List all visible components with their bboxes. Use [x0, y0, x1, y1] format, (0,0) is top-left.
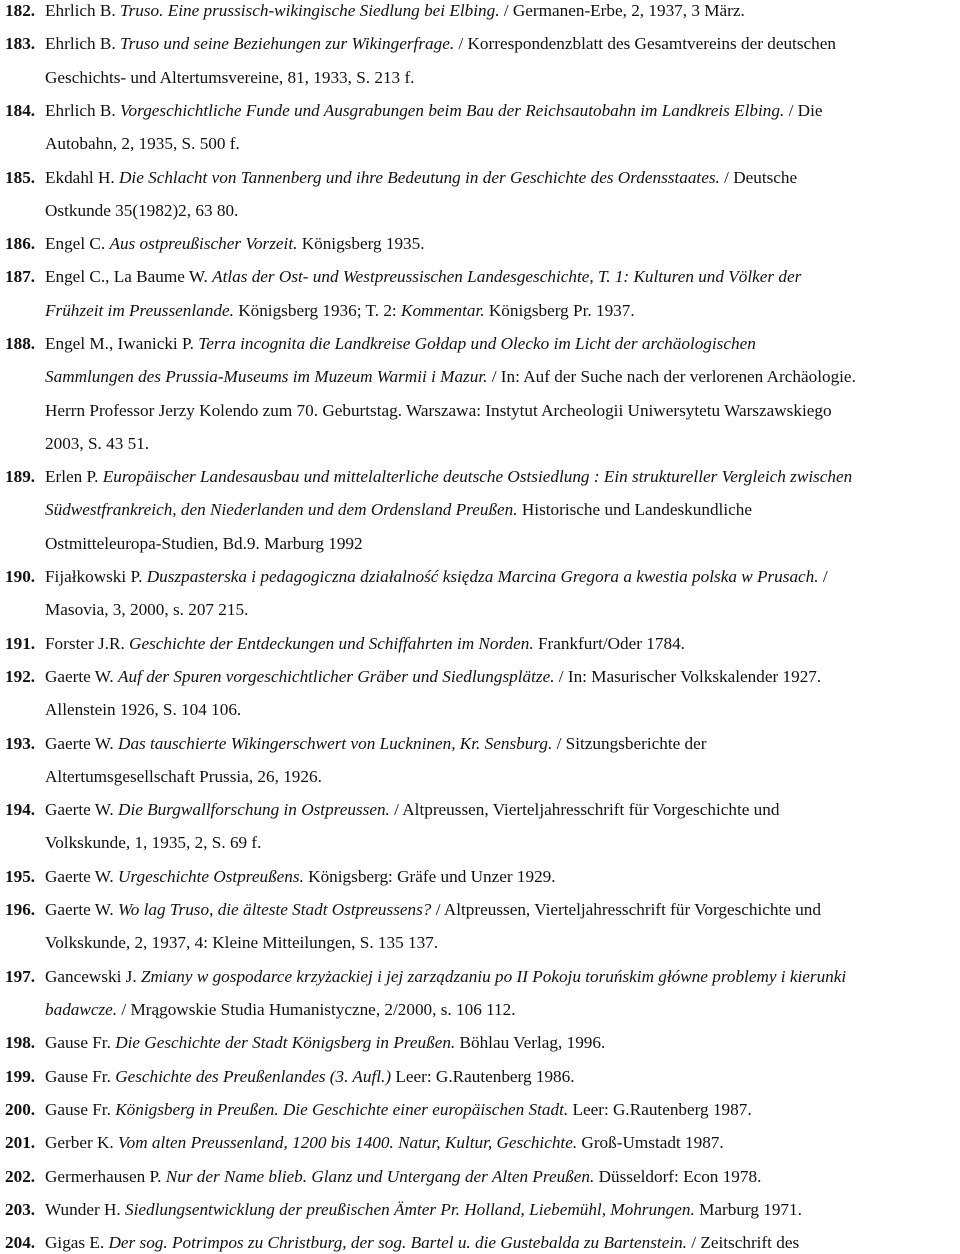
- entry-text: / Mrągowskie Studia Humanistyczne, 2/2000, s. 106 112.: [117, 999, 516, 1019]
- entry-number: 195.: [5, 866, 36, 886]
- entry-text: Leer: G.Rautenberg 1987.: [568, 1099, 752, 1119]
- entry-text: / Die: [784, 100, 823, 120]
- entry-number: 203.: [5, 1199, 36, 1219]
- entry-title-text: Zmiany w gospodarce krzyżackiej i jej zarządzaniu po II Pokoju toruńskim główne problemy i kierunki: [140, 966, 847, 986]
- entry-text: 2003, S. 43 51.: [45, 433, 150, 453]
- entry-number: 194.: [5, 800, 36, 820]
- entry-text: Ostmitteleuropa-Studien, Bd.9. Marburg 1992: [45, 533, 363, 553]
- entry-text: Groß-Umstadt 1987.: [577, 1133, 724, 1153]
- entry-line: [45, 1099, 752, 1121]
- entry-text: Ehrlich B.: [45, 100, 120, 120]
- entry-number: 202.: [5, 1166, 36, 1186]
- entry-text: Gaerte W.: [45, 900, 119, 920]
- entry-line: [45, 999, 516, 1021]
- entry-title-text: Auf der Spuren vorgeschichtlicher Gräber und Siedlungsplätze.: [118, 667, 555, 686]
- entry-text: Ehrlich B.: [45, 1, 120, 20]
- entry-title-text: Die Geschichte der Stadt Königsberg in Preußen.: [115, 1033, 456, 1053]
- entry-text: Königsberg Pr. 1937.: [484, 300, 635, 320]
- entry-text: Gaerte W.: [45, 800, 119, 820]
- entry-title-text: Aus ostpreußischer Vorzeit.: [109, 234, 298, 254]
- entry-text: Volkskunde, 2, 1937, 4: Kleine Mitteilungen, S. 135 137.: [45, 933, 439, 953]
- entry-text: / In: Auf der Suche nach der verlorenen Archäologie.: [487, 367, 856, 387]
- entry-line: [45, 932, 438, 954]
- entry-text: Gause Fr.: [45, 1066, 116, 1086]
- entry-text: / Altpreussen, Vierteljahresschrift für Vorgeschichte und: [431, 900, 821, 920]
- entry-number: 182.: [5, 1, 36, 20]
- entry-title-text: Vorgeschichtliche Funde und Ausgrabungen beim Bau der Reichsautobahn im Landkreis Elbing.: [119, 100, 785, 120]
- entry-text: Masovia, 3, 2000, s. 207 215.: [45, 600, 249, 620]
- entry-text: / Altpreussen, Vierteljahresschrift für Vorgeschichte und: [389, 800, 780, 820]
- entry-text: Herrn Professor Jerzy Kolendo zum 70. Geburtstag. Warszawa: Instytut Archeologii Uniwersytetu Warszawskiego: [45, 400, 832, 420]
- entry-line: [45, 699, 241, 721]
- entry-title-text: Europäischer Landesausbau und mittelalterliche deutsche Ostsiedlung : Ein struktureller Vergleich zwischen: [102, 467, 853, 487]
- entry-text: /: [818, 567, 828, 587]
- entry-line: [45, 866, 556, 888]
- entry-text: / Deutsche: [719, 167, 798, 187]
- entry-title-text: Die Burgwallforschung in Ostpreussen.: [118, 800, 390, 820]
- entry-text: / In: Masurischer Volkskalender 1927.: [554, 667, 822, 686]
- entry-title-text: Kommentar.: [401, 300, 485, 320]
- entry-line: [45, 832, 261, 854]
- entry-title-text: Siedlungsentwicklung der preußischen Ämter Pr. Holland, Liebemühl, Mohrungen.: [124, 1199, 695, 1219]
- entry-text: Königsberg 1935.: [297, 234, 425, 254]
- entry-line: [45, 100, 822, 122]
- entry-number: 186.: [5, 234, 36, 254]
- entry-text: Gaerte W.: [45, 866, 119, 886]
- entry-line: [45, 1199, 802, 1221]
- entry-line: [45, 533, 363, 555]
- entry-text: Marburg 1971.: [694, 1199, 802, 1219]
- entry-text: Düsseldorf: Econ 1978.: [594, 1166, 762, 1186]
- entry-number: 188.: [5, 334, 36, 353]
- entry-title-text: Geschichte der Entdeckungen und Schiffahrten im Norden.: [129, 633, 534, 653]
- entry-text: Fijałkowski P.: [45, 567, 147, 587]
- entry-title-text: Terra incognita die Landkreise Gołdap und Olecko im Licht der archäologischen: [198, 334, 756, 353]
- entry-number: 199.: [5, 1066, 36, 1086]
- entry-number: 185.: [5, 167, 36, 187]
- entry-text: Allenstein 1926, S. 104 106.: [45, 700, 242, 720]
- entry-number: 200.: [5, 1099, 36, 1119]
- entry-line: [45, 266, 801, 288]
- entry-line: [45, 300, 635, 322]
- entry-text: / Zeitschrift des: [686, 1233, 800, 1253]
- entry-text: Wunder H.: [45, 1199, 125, 1219]
- entry-number: 187.: [5, 267, 36, 287]
- entry-text: / Korrespondenzblatt des Gesamtvereins der deutschen: [454, 34, 836, 54]
- entry-number: 196.: [5, 900, 36, 920]
- entry-line: [45, 1066, 575, 1088]
- entry-title-text: Sammlungen des Prussia-Museums im Muzeum Warmii i Mazur.: [45, 367, 488, 387]
- entry-text: / Germanen-Erbe, 2, 1937, 3 März.: [499, 1, 745, 20]
- entry-text: Gancewski J.: [45, 966, 141, 986]
- entry-text: Volkskunde, 1, 1935, 2, S. 69 f.: [45, 833, 262, 853]
- entry-line: [45, 633, 685, 655]
- entry-text: Gaerte W.: [45, 733, 119, 753]
- entry-title-text: Urgeschichte Ostpreußens.: [118, 866, 304, 886]
- entry-number: 204.: [5, 1233, 36, 1253]
- entry-text: Engel M., Iwanicki P.: [45, 334, 199, 353]
- entry-line: [45, 766, 322, 788]
- entry-text: Frankfurt/Oder 1784.: [533, 633, 685, 653]
- entry-line: [45, 899, 821, 921]
- entry-line: [45, 33, 836, 55]
- entry-text: Altertumsgesellschaft Prussia, 26, 1926.: [45, 766, 322, 786]
- entry-number: 198.: [5, 1033, 36, 1053]
- entry-line: [45, 666, 821, 688]
- entry-title-text: Geschichte des Preußenlandes (3. Aufl.): [115, 1066, 392, 1086]
- entry-line: [45, 799, 779, 821]
- entry-number: 190.: [5, 567, 36, 587]
- entry-text: Königsberg: Gräfe und Unzer 1929.: [303, 866, 556, 886]
- entry-title-text: badawcze.: [45, 999, 118, 1019]
- entry-title-text: Die Schlacht von Tannenberg und ihre Bedeutung in der Geschichte des Ordensstaates.: [119, 167, 720, 187]
- entry-number: 189.: [5, 467, 36, 487]
- entry-title-text: Truso und seine Beziehungen zur Wikingerfrage.: [119, 34, 455, 54]
- entry-number: 193.: [5, 733, 36, 753]
- entry-line: [45, 433, 149, 455]
- entry-title-text: Königsberg in Preußen. Die Geschichte einer europäischen Stadt.: [115, 1099, 569, 1119]
- entry-line: [45, 1166, 761, 1188]
- entry-line: [45, 400, 832, 422]
- entry-title-text: Vom alten Preussenland, 1200 bis 1400. Natur, Kultur, Geschichte.: [118, 1133, 578, 1153]
- entry-text: Germerhausen P.: [45, 1166, 166, 1186]
- entry-line: [45, 1232, 799, 1254]
- entry-text: Historische und Landeskundliche: [517, 500, 752, 520]
- entry-line: [45, 1032, 605, 1054]
- entry-line: [45, 599, 248, 621]
- entry-number: 191.: [5, 633, 36, 653]
- entry-text: Gigas E.: [45, 1233, 109, 1253]
- entry-title-text: Wo lag Truso, die älteste Stadt Ostpreussens?: [118, 900, 432, 920]
- entry-line: [45, 133, 240, 155]
- entry-line: [45, 0, 745, 22]
- entry-line: [45, 333, 756, 355]
- entry-title-text: Das tauschierte Wikingerschwert von Luckninen, Kr. Sensburg.: [118, 733, 553, 753]
- entry-text: Leer: G.Rautenberg 1986.: [391, 1066, 575, 1086]
- entry-text: Autobahn, 2, 1935, S. 500 f.: [45, 134, 240, 154]
- entry-title-text: Südwestfrankreich, den Niederlanden und dem Ordensland Preußen.: [45, 500, 518, 520]
- entry-number: 184.: [5, 100, 36, 120]
- entry-line: [45, 366, 856, 388]
- entry-text: Gause Fr.: [45, 1099, 116, 1119]
- entry-text: Engel C., La Baume W.: [45, 267, 213, 287]
- entry-text: Geschichts- und Altertumsvereine, 81, 1933, S. 213 f.: [45, 67, 415, 87]
- entry-title-text: Duszpasterska i pedagogiczna działalność księdza Marcina Gregora a kwestia polska w Prusach.: [146, 567, 819, 587]
- entry-line: [45, 167, 797, 189]
- entry-line: [45, 1132, 724, 1154]
- entry-title-text: Atlas der Ost- und Westpreussischen Landesgeschichte, T. 1: Kulturen und Völker der: [212, 267, 802, 287]
- entry-line: [45, 499, 752, 521]
- entry-line: [45, 233, 425, 255]
- entry-text: Ostkunde 35(1982)2, 63 80.: [45, 200, 239, 220]
- entry-text: Königsberg 1936; T. 2:: [233, 300, 401, 320]
- entry-text: / Sitzungsberichte der: [552, 733, 707, 753]
- entry-number: 197.: [5, 966, 36, 986]
- entry-text: Ehrlich B.: [45, 34, 120, 54]
- entry-number: 201.: [5, 1133, 36, 1153]
- entry-text: Erlen P.: [45, 467, 103, 487]
- entry-text: Gerber K.: [45, 1133, 119, 1153]
- entry-title-text: Truso. Eine prussisch-wikingische Siedlung bei Elbing.: [119, 1, 500, 20]
- entry-text: Gaerte W.: [45, 667, 119, 686]
- entry-text: Gause Fr.: [45, 1033, 116, 1053]
- entry-text: Böhlau Verlag, 1996.: [455, 1033, 606, 1053]
- entry-number: 183.: [5, 34, 36, 54]
- entry-title-text: Frühzeit im Preussenlande.: [45, 300, 234, 320]
- entry-line: [45, 466, 852, 488]
- entry-line: [45, 966, 846, 988]
- entry-line: [45, 200, 238, 222]
- entry-title-text: Der sog. Potrimpos zu Christburg, der sog. Bartel u. die Gustebalda zu Bartenstein.: [108, 1233, 687, 1253]
- entry-line: [45, 67, 414, 89]
- entry-text: Forster J.R.: [45, 633, 130, 653]
- entry-number: 192.: [5, 667, 36, 686]
- entry-line: [45, 733, 706, 755]
- entry-text: Engel C.: [45, 234, 110, 254]
- entry-text: Ekdahl H.: [45, 167, 119, 187]
- entry-title-text: Nur der Name blieb. Glanz und Untergang der Alten Preußen.: [165, 1166, 595, 1186]
- entry-line: [45, 566, 828, 588]
